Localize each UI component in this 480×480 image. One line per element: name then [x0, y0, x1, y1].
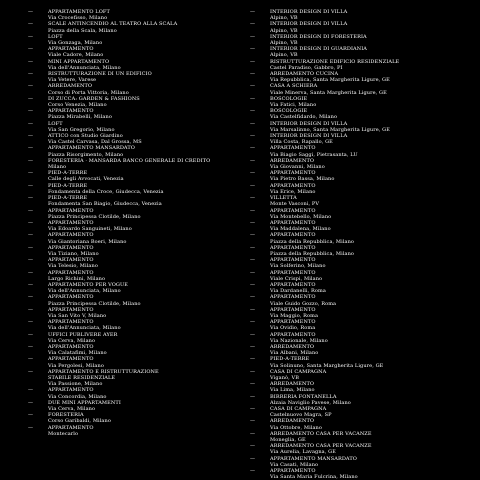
- project-entry: [250, 282, 475, 294]
- project-entry: [28, 387, 233, 399]
- project-title: APPARTAMENTO: [270, 294, 316, 301]
- project-location: Villa Costa, Rapallo, GE: [270, 139, 333, 146]
- entry-dash: —: [28, 269, 33, 276]
- project-entry: [28, 307, 233, 319]
- project-entry: [28, 282, 233, 294]
- project-title: APPARTAMENTO: [48, 244, 94, 251]
- project-entry: [28, 21, 233, 33]
- project-title: APPARTAMENTO: [270, 281, 316, 288]
- entry-dash: —: [250, 145, 255, 152]
- project-location: Via Pietro Bassa, Milano: [270, 176, 335, 183]
- entry-dash: —: [250, 71, 255, 78]
- project-entry: [28, 208, 233, 220]
- project-title: PIED-A-TERRE: [48, 182, 88, 189]
- project-title: FORESTERIA · MANSARDA BANCO GENERALE DI CREDITO: [48, 157, 211, 164]
- project-location: Corso Garibaldi, Milano: [48, 418, 111, 425]
- project-entry: [28, 183, 233, 195]
- project-entry: [250, 270, 475, 282]
- project-entry: [28, 332, 233, 344]
- project-location: Piazza Principessa Clotilde, Milano: [48, 300, 141, 307]
- project-entry: [28, 9, 233, 21]
- entry-dash: —: [28, 343, 33, 350]
- project-title: RISTRUTTURAZIONE EDIFICIO RESIDENZIALE: [270, 58, 400, 65]
- project-title: ARREDAMENTO CUCINA: [270, 71, 339, 78]
- project-entry: [250, 381, 475, 393]
- project-location: Via dell'Annunciata, Milano: [48, 64, 121, 71]
- entry-dash: —: [250, 120, 255, 127]
- project-title: LOFT: [48, 120, 63, 127]
- entry-dash: —: [28, 182, 33, 189]
- project-location: Calle degli Avvocati, Venezia: [48, 176, 124, 183]
- project-title: DI ZUCCA: GARDEN & FASHIONS: [48, 95, 140, 102]
- project-title: INTERIOR DESIGN DI FORESTERIA: [270, 33, 367, 40]
- project-title: MINI APPARTAMENTO: [48, 58, 110, 65]
- entry-dash: —: [250, 108, 255, 115]
- project-title: APPARTAMENTO: [270, 257, 316, 264]
- project-location: Via Aurelia, Lavagna, GE: [270, 449, 336, 456]
- project-location: Via Ovidio, Roma: [270, 325, 316, 332]
- entry-dash: —: [250, 244, 255, 251]
- right-column: [250, 9, 475, 480]
- project-title: RISTRUTTURAZIONE DI UN EDIFICIO: [48, 71, 152, 78]
- project-location: Fondamenta San Biagio, Giudecca, Venezia: [48, 201, 162, 208]
- project-entry: [250, 443, 475, 455]
- project-title: ARREDAMENTO: [270, 343, 315, 350]
- project-entry: [28, 133, 233, 145]
- project-entry: [250, 170, 475, 182]
- project-location: Via Tiziano, Milano: [48, 250, 99, 257]
- project-entry: [250, 332, 475, 344]
- project-title: LOFT: [48, 33, 63, 40]
- project-title: APPARTAMENTO: [48, 294, 94, 301]
- project-entry: [250, 158, 475, 170]
- entry-dash: —: [250, 406, 255, 412]
- project-title: INTERIOR DESIGN DI VILLA: [270, 9, 348, 15]
- project-entry: [250, 108, 475, 120]
- entry-dash: —: [250, 430, 255, 437]
- project-location: Via Vetere, Varese: [48, 77, 97, 84]
- entry-dash: —: [250, 443, 255, 450]
- project-location: Via Erice, Milano: [270, 188, 316, 195]
- project-title: SCALE ANTINCENDIO AL TEATRO ALLA SCALA: [48, 21, 178, 28]
- project-title: APPARTAMENTO: [48, 306, 94, 313]
- project-entry: [250, 34, 475, 46]
- project-location: Via Crocefisso, Milano: [48, 15, 108, 22]
- project-location: Via Giantoriana Boeri, Milano: [48, 238, 127, 245]
- project-location: Via Marsalinno, Santa Margherita Ligure, GE: [270, 126, 391, 133]
- project-location: Via Calatafimi, Milano: [48, 350, 107, 357]
- entry-dash: —: [250, 393, 255, 400]
- project-location: Via dell'Annunciata, Milano: [48, 325, 121, 332]
- project-location: Via Casati, Milano: [270, 461, 319, 468]
- project-entry: [28, 400, 233, 412]
- entry-dash: —: [28, 170, 33, 177]
- entry-dash: —: [28, 368, 33, 375]
- entry-dash: —: [250, 306, 255, 313]
- entry-dash: —: [250, 418, 255, 425]
- project-entry: [250, 96, 475, 108]
- project-entry: [250, 307, 475, 319]
- entry-dash: —: [250, 294, 255, 301]
- project-location: Corso di Porta Vittoria, Milano: [48, 89, 129, 96]
- project-entry: [250, 133, 475, 145]
- project-title: APPARTAMENTO: [48, 269, 94, 276]
- project-title: ARREDAMENTO CASA PER VACANZE: [270, 430, 372, 437]
- entry-dash: —: [250, 257, 255, 264]
- project-title: FORESTERIA: [48, 412, 84, 419]
- project-location: Viale Crispi, Milano: [270, 275, 323, 282]
- project-title: CASA A SCHIERA: [270, 83, 318, 90]
- project-location: Piazza della Repubblica, Milano: [270, 238, 355, 245]
- project-entry: [250, 257, 475, 269]
- project-entry: [28, 319, 233, 331]
- project-location: Via Ottobre, Milano: [270, 424, 322, 431]
- project-location: Via Santa Maria Fulcrina, Milano: [270, 474, 358, 480]
- entry-dash: —: [28, 207, 33, 214]
- entry-dash: —: [250, 95, 255, 102]
- project-title: CASA DI CAMPAGNA: [270, 368, 327, 375]
- project-entry: [250, 406, 475, 418]
- entry-dash: —: [250, 182, 255, 189]
- project-title: APPARTAMENTO: [270, 306, 316, 313]
- project-title: DUE MINI APPARTAMENTI: [48, 399, 121, 406]
- entry-dash: —: [28, 58, 33, 65]
- project-title: INTERIOR DESIGN DI GUARDIANIA: [270, 46, 368, 53]
- left-column: [28, 9, 233, 437]
- project-location: Via Montebello, Milano: [270, 213, 332, 220]
- project-entry: [28, 257, 233, 269]
- entry-dash: —: [28, 157, 33, 164]
- project-location: Via Lima, Milano: [270, 387, 315, 394]
- project-entry: [250, 220, 475, 232]
- entry-dash: —: [28, 232, 33, 239]
- entry-dash: —: [250, 343, 255, 350]
- entry-dash: —: [28, 71, 33, 78]
- project-entry: [250, 344, 475, 356]
- project-entry: [250, 319, 475, 331]
- project-location: Via San Vito V, Milano: [48, 312, 107, 319]
- project-location: Via Biagio Saggi, Pietrasanta, LU: [270, 151, 358, 158]
- project-entry: [28, 425, 233, 437]
- project-location: Montecarlo: [48, 430, 79, 437]
- project-title: APPARTAMENTO: [48, 232, 94, 239]
- project-title: ARREDAMENTO CASA PER VACANZE: [270, 443, 372, 450]
- project-location: Alpino, VB: [270, 27, 298, 34]
- entry-dash: —: [250, 21, 255, 28]
- entry-dash: —: [28, 294, 33, 301]
- entry-dash: —: [28, 387, 33, 394]
- project-location: Viale Cadore, Milano: [48, 52, 104, 59]
- project-entry: [28, 245, 233, 257]
- project-entry: [28, 121, 233, 133]
- entry-dash: —: [28, 95, 33, 102]
- entry-dash: —: [250, 281, 255, 288]
- project-location: Piazza Principessa Clotilde, Milano: [48, 213, 141, 220]
- project-entry: [250, 245, 475, 257]
- project-location: Piazza della Scala, Milano: [48, 27, 117, 34]
- entry-dash: —: [250, 195, 255, 202]
- project-entry: [250, 456, 475, 468]
- project-title: APPARTAMENTO: [48, 108, 94, 115]
- project-title: ARREDAMENTO: [270, 381, 315, 388]
- project-location: Via Edoardo Sanguineti, Milano: [48, 226, 132, 233]
- project-entry: [250, 59, 475, 71]
- project-title: APPARTAMENTO: [270, 145, 316, 152]
- project-location: Viale Guido Gozzo, Roma: [270, 300, 337, 307]
- project-title: APPARTAMENTO: [270, 232, 316, 239]
- entry-dash: —: [28, 219, 33, 226]
- project-entry: [250, 71, 475, 83]
- entry-dash: —: [250, 356, 255, 363]
- project-entry: [250, 83, 475, 95]
- project-entry: [28, 344, 233, 356]
- project-location: Via Albani, Milano: [270, 350, 319, 357]
- project-location: Fondamenta della Croce, Giudecca, Venezia: [48, 188, 164, 195]
- project-entry: [28, 170, 233, 182]
- project-location: Via Solinuno, Santa Margherita Ligure, GE: [270, 362, 384, 369]
- project-title: BOSCOLOGIE: [270, 108, 308, 115]
- entry-dash: —: [250, 455, 255, 462]
- project-location: Via Maggio, Roma: [270, 312, 319, 319]
- project-entry: [250, 232, 475, 244]
- project-title: APPARTAMENTO: [270, 170, 316, 177]
- project-title: APPARTAMENTO MANSARDATO: [48, 145, 135, 152]
- project-entry: [28, 412, 233, 424]
- project-location: Piazza della Repubblica, Milano: [270, 250, 355, 257]
- entry-dash: —: [250, 269, 255, 276]
- entry-dash: —: [28, 33, 33, 40]
- project-location: Via San Gregorio, Milano: [48, 126, 115, 133]
- project-entry: [250, 418, 475, 430]
- project-entry: [250, 145, 475, 157]
- entry-dash: —: [250, 170, 255, 177]
- project-entry: [250, 294, 475, 306]
- entry-dash: —: [28, 46, 33, 53]
- project-location: Via Cerva, Milano: [48, 337, 96, 344]
- project-title: INTERIOR DESIGN DI VILLA: [270, 133, 348, 140]
- project-location: Piazza Mirabelli, Milano: [48, 114, 112, 121]
- project-entry: [28, 46, 233, 58]
- project-title: APPARTAMENTO: [48, 356, 94, 363]
- project-title: APPARTAMENTO: [270, 244, 316, 251]
- project-location: Alpino, VB: [270, 52, 298, 59]
- project-location: Moneglia, GE: [270, 437, 306, 444]
- project-location: Via Telesio, Milano: [48, 263, 98, 270]
- project-location: Corso Venezia, Milano: [48, 102, 107, 109]
- entry-dash: —: [28, 195, 33, 202]
- project-location: Castelnuovo Magra, SP: [270, 412, 332, 419]
- entry-dash: —: [28, 412, 33, 419]
- project-location: Castel Paradiso, Gabbro, PI: [270, 64, 343, 71]
- project-title: PIED-A-TERRE: [270, 356, 310, 363]
- project-entry: [28, 232, 233, 244]
- project-entry: [28, 294, 233, 306]
- project-location: Via Maddalena, Milano: [270, 226, 331, 233]
- entry-dash: —: [250, 58, 255, 65]
- project-location: Via Cerva, Milano: [48, 406, 96, 412]
- project-entry: [28, 108, 233, 120]
- project-location: Via Gonzaga, Milano: [48, 40, 103, 47]
- project-location: Alzaia Naviglio Pavese, Milano: [270, 399, 351, 406]
- entry-dash: —: [250, 46, 255, 53]
- project-title: PIED-A-TERRE: [48, 195, 88, 202]
- project-title: APPARTAMENTO: [270, 219, 316, 226]
- entry-dash: —: [250, 319, 255, 326]
- entry-dash: —: [28, 331, 33, 338]
- project-title: APPARTAMENTO: [270, 331, 316, 338]
- project-entry: [250, 121, 475, 133]
- entry-dash: —: [250, 381, 255, 388]
- project-title: APPARTAMENTO: [48, 257, 94, 264]
- project-entry: [28, 34, 233, 46]
- project-title: APPARTAMENTO: [270, 319, 316, 326]
- project-location: Monte Vasconi, PV: [270, 201, 320, 208]
- project-title: BOSCOLOGIE: [270, 95, 308, 102]
- entry-dash: —: [250, 468, 255, 475]
- entry-dash: —: [250, 232, 255, 239]
- project-title: APPARTAMENTO: [48, 387, 94, 394]
- entry-dash: —: [28, 306, 33, 313]
- project-title: APPARTAMENTO: [48, 46, 94, 53]
- project-title: ARREDAMENTO: [270, 418, 315, 425]
- project-location: Piazza Risorgimento, Milano: [48, 151, 124, 158]
- entry-dash: —: [250, 331, 255, 338]
- project-entry: [250, 208, 475, 220]
- project-title: ARREDAMENTO: [270, 157, 315, 164]
- project-location: Via Nazionale, Milano: [270, 337, 328, 344]
- entry-dash: —: [28, 281, 33, 288]
- project-entry: [250, 394, 475, 406]
- entry-dash: —: [250, 9, 255, 15]
- project-title: ARREDAMENTO: [48, 83, 93, 90]
- project-title: APPARTAMENTO LOFT: [48, 9, 110, 15]
- entry-dash: —: [250, 368, 255, 375]
- entry-dash: —: [28, 399, 33, 406]
- entry-dash: —: [28, 9, 33, 15]
- entry-dash: —: [28, 244, 33, 251]
- project-title: APPARTAMENTO: [270, 207, 316, 214]
- entry-dash: —: [28, 83, 33, 90]
- project-location: Alpino, VB: [270, 15, 298, 22]
- project-title: APPARTAMENTO: [270, 269, 316, 276]
- project-entry: [28, 356, 233, 368]
- project-entry: [250, 356, 475, 368]
- project-title: CASA DI CAMPAGNA: [270, 406, 327, 412]
- project-title: VILLETTA: [270, 195, 297, 202]
- project-location: Via Dardanelli, Roma: [270, 288, 326, 295]
- project-entry: [250, 431, 475, 443]
- project-location: Via Giovanni, Milano: [270, 164, 325, 171]
- project-location: STABILE RESIDENZIALE: [48, 374, 116, 381]
- project-entry: [28, 195, 233, 207]
- project-entry: [250, 46, 475, 58]
- project-location: Via Concordia, Milano: [48, 393, 107, 400]
- entry-dash: —: [250, 157, 255, 164]
- entry-dash: —: [28, 424, 33, 431]
- project-entry: [28, 270, 233, 282]
- project-entry: [28, 158, 233, 170]
- entry-dash: —: [250, 83, 255, 90]
- project-title: BIRRERIA FONTANELLA: [270, 393, 337, 400]
- project-entry: [250, 195, 475, 207]
- project-location: Via Repubblica, Santa Margherita Ligure, GE: [270, 77, 390, 84]
- project-location: Via dell'Annunciata, Milano: [48, 288, 121, 295]
- entry-dash: —: [250, 33, 255, 40]
- project-location: Milano: [48, 164, 67, 171]
- project-title: APPARTAMENTO MANSARDATO: [270, 455, 357, 462]
- project-location: Viganò, VB: [270, 374, 299, 381]
- project-location: Via Fatici, Milano: [270, 102, 317, 109]
- project-title: PIED-A-TERRE: [48, 170, 88, 177]
- project-entry: [250, 468, 475, 480]
- entry-dash: —: [28, 108, 33, 115]
- project-entry: [28, 145, 233, 157]
- project-entry: [28, 71, 233, 83]
- project-entry: [28, 59, 233, 71]
- project-title: APPARTAMENTO PER VOGUE: [48, 281, 129, 288]
- project-title: APPARTAMENTO: [48, 319, 94, 326]
- project-title: APPARTAMENTO: [48, 424, 94, 431]
- project-location: Via Solferino, Milano: [270, 263, 326, 270]
- project-entry: [28, 96, 233, 108]
- project-title: APPARTAMENTO: [48, 219, 94, 226]
- project-entry: [250, 183, 475, 195]
- project-entry: [28, 83, 233, 95]
- entry-dash: —: [250, 219, 255, 226]
- entry-dash: —: [28, 120, 33, 127]
- project-title: APPARTAMENTO: [48, 343, 94, 350]
- entry-dash: —: [28, 133, 33, 140]
- entry-dash: —: [28, 145, 33, 152]
- project-title: INTERIOR DESIGN DI VILLA: [270, 120, 348, 127]
- project-title: APPARTAMENTO: [270, 468, 316, 475]
- entry-dash: —: [28, 356, 33, 363]
- project-location: Largo Richini, Milano: [48, 275, 106, 282]
- project-title: APPARTAMENTO: [270, 182, 316, 189]
- project-location: Viale Minerva, Santa Margherita Ligure, GE: [270, 89, 387, 96]
- project-location: Via Castelfidardo, Milano: [270, 114, 338, 121]
- entry-dash: —: [28, 257, 33, 264]
- project-entry: [250, 369, 475, 381]
- project-entry: [28, 220, 233, 232]
- entry-dash: —: [250, 207, 255, 214]
- project-title: INTERIOR DESIGN DI VILLA: [270, 21, 348, 28]
- project-entry: [28, 369, 233, 388]
- project-location: Via Pergolesi, Milano: [48, 362, 104, 369]
- project-title: APPARTAMENTO: [48, 207, 94, 214]
- project-entry: [250, 9, 475, 21]
- entry-dash: —: [250, 133, 255, 140]
- project-entry: [250, 21, 475, 33]
- project-location: Via Passione, Milano: [48, 381, 103, 388]
- project-location: Via Castel Carvasa, Dal Grossa, MS: [48, 139, 142, 146]
- project-title: UFFICI PUBLIVERE AYER: [48, 331, 118, 338]
- project-title: APPARTAMENTO E RISTRUTTURAZIONE: [48, 368, 159, 375]
- project-title: ATTICO con Studio Giardino: [48, 133, 123, 140]
- entry-dash: —: [28, 21, 33, 28]
- entry-dash: —: [28, 319, 33, 326]
- project-location: Alpino, VB: [270, 40, 298, 47]
